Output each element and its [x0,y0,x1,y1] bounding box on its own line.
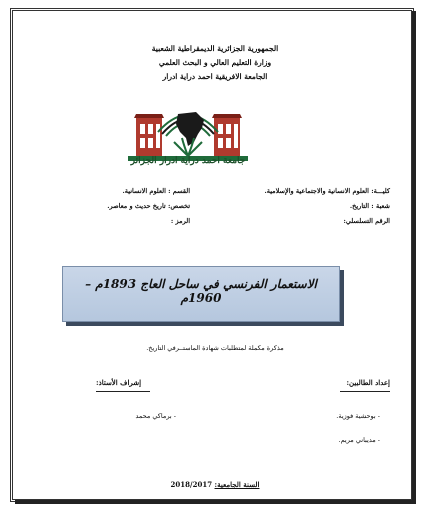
student-name: - بوحشية فوزية. [336,412,380,420]
border-shadow-bottom [15,500,416,504]
thesis-title-box [62,266,340,322]
institution-header [0,42,430,84]
specialty-line: تخصص: تاريخ حديث و معاصر. [107,202,190,210]
academic-year-value: 2018/2017 [170,480,213,489]
africa-map-icon [176,112,204,146]
students-underline [340,391,390,392]
meta-left-column [40,184,190,229]
border-shadow-right [412,11,416,504]
ministry-line: وزارة التعليم العالي و البحث العلمي [158,58,272,67]
supervisor-underline [96,391,150,392]
logo-caption: جامعة احمد دراية ادرار الجزائر [130,156,246,166]
students-label: إعداد الطالبين: [346,378,390,387]
thesis-subtitle: مذكرة مكملة لمتطلبات شهادة الماستــرفي التاريخ. [146,344,284,352]
meta-right-column [230,184,390,229]
thesis-title: الاستعمار الفرنسي في ساحل العاج 1893م – 1960م [85,277,317,305]
university-line: الجامعة الافريقية احمد دراية ادرار [162,72,268,81]
supervisor-name: - برماكي محمد [135,412,176,420]
department-line: القسم : العلوم الانسانية. [122,187,190,195]
building-left-icon [134,114,164,156]
republic-line: الجمهورية الجزائرية الديمقراطية الشعبية [151,44,279,53]
branch-line: شعبة : التاريخ. [349,202,390,210]
student-name: - مديباني مريم. [338,436,380,444]
supervisor-label: إشراف الأستاذ: [96,378,142,387]
serial-line: الرقم التسلسلي: [343,217,390,225]
code-line: الرمز : [170,217,190,225]
faculty-line: كليـــة: العلوم الانسانية والاجتماعية والإسلامية. [264,187,390,195]
academic-year [0,480,430,489]
academic-year-label: السنة الجامعية: [214,480,260,489]
building-right-icon [212,114,242,156]
university-logo [118,92,258,164]
